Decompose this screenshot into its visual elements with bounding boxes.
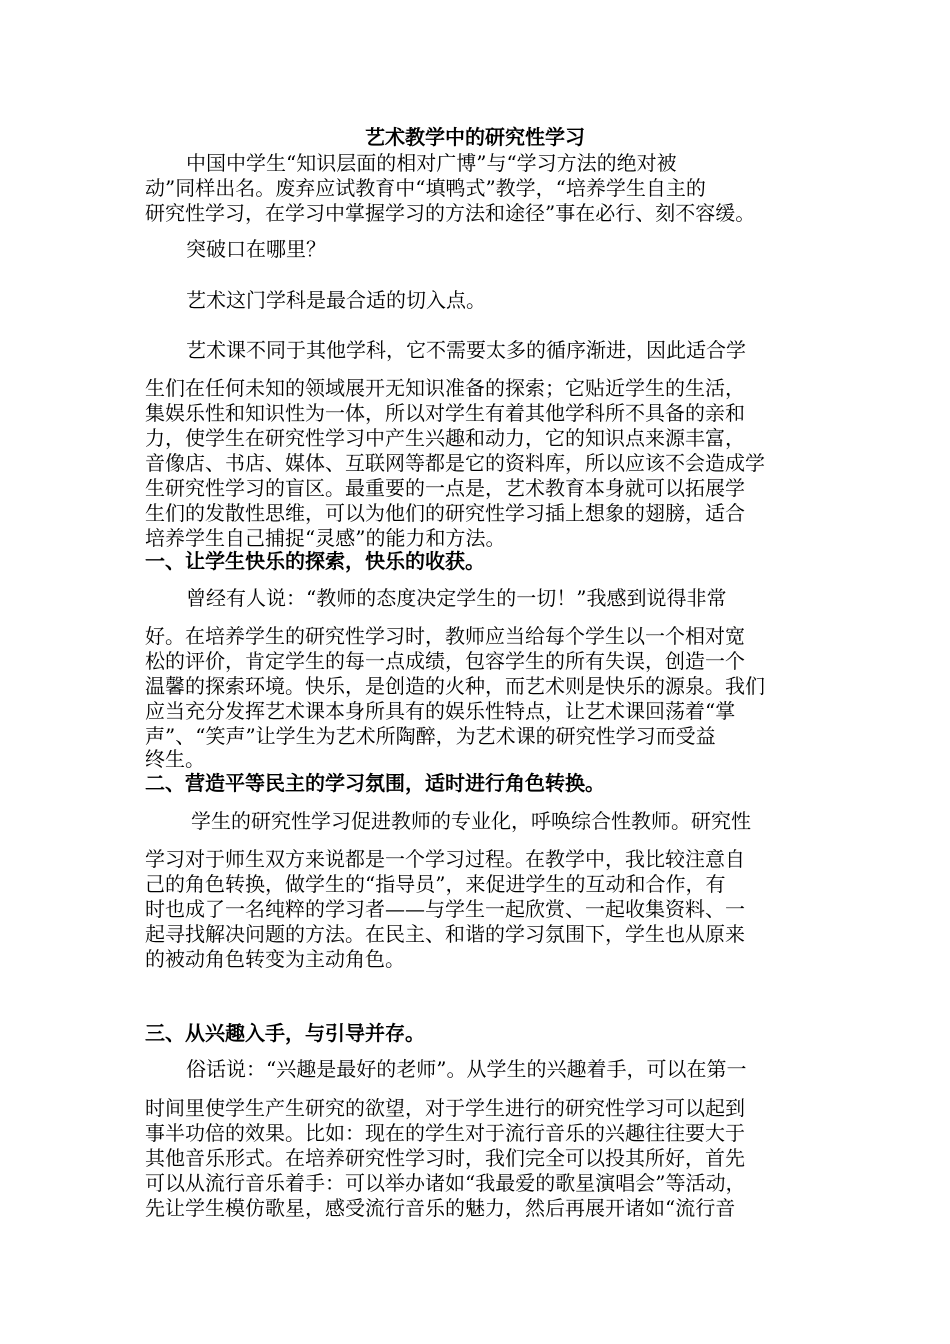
text-line: 音像店、书店、媒体、互联网等都是它的资料库，所以应该不会造成学 [145, 451, 765, 475]
text-line: 培养学生自己捕捉“灵感”的能力和方法。 [145, 526, 506, 550]
text-line: 终生。 [145, 747, 205, 771]
text-line: 艺术课不同于其他学科，它不需要太多的循序渐进，因此适合学 [186, 338, 746, 362]
text-line: 松的评价，肯定学生的每一点成绩，包容学生的所有失误，创造一个 [145, 649, 745, 673]
text-line: 好。在培养学生的研究性学习时，教师应当给每个学生以一个相对宽 [145, 624, 745, 648]
text-line: 己的角色转换，做学生的“指导员”，来促进学生的互动和合作，有 [145, 872, 726, 896]
text-line: 的被动角色转变为主动角色。 [145, 947, 405, 971]
text-line: 事半功倍的效果。比如：现在的学生对于流行音乐的兴趣往往要大于 [145, 1121, 745, 1145]
text-line: 时间里使学生产生研究的欲望，对于学生进行的研究性学习可以起到 [145, 1096, 745, 1120]
text-line: 声”、“笑声”让学生为艺术所陶醉，为艺术课的研究性学习而受益 [145, 724, 716, 748]
text-line: 突破口在哪里？ [186, 237, 326, 261]
text-line: 先让学生模仿歌星，感受流行音乐的魅力，然后再展开诸如“流行音 [145, 1196, 736, 1220]
section-heading: 二、营造平等民主的学习氛围，适时进行角色转换。 [145, 771, 605, 795]
text-line: 生们的发散性思维，可以为他们的研究性学习插上想象的翅膀，适合 [145, 501, 745, 525]
text-line: 温馨的探索环境。快乐，是创造的火种，而艺术则是快乐的源泉。我们 [145, 674, 765, 698]
text-line: 学习对于师生双方来说都是一个学习过程。在教学中，我比较注意自 [145, 847, 745, 871]
text-line: 艺术这门学科是最合适的切入点。 [186, 288, 486, 312]
text-line: 俗话说：“兴趣是最好的老师”。从学生的兴趣着手，可以在第一 [186, 1057, 747, 1081]
text-line: 起寻找解决问题的方法。在民主、和谐的学习氛围下，学生也从原来 [145, 922, 745, 946]
text-line: 可以从流行音乐着手：可以举办诸如“我最爱的歌星演唱会”等活动， [145, 1171, 746, 1195]
text-line: 学生的研究性学习促进教师的专业化，呼唤综合性教师。研究性 [191, 809, 751, 833]
section-heading: 一、让学生快乐的探索，快乐的收获。 [145, 549, 485, 573]
section-heading: 三、从兴趣入手，与引导并存。 [145, 1021, 425, 1045]
text-line: 时也成了一名纯粹的学习者——与学生一起欣赏、一起收集资料、一 [145, 897, 745, 921]
text-line: 其他音乐形式。在培养研究性学习时，我们完全可以投其所好，首先 [145, 1146, 745, 1170]
text-line: 研究性学习，在学习中掌握学习的方法和途径”事在必行、刻不容缓。 [145, 201, 756, 225]
text-line: 力，使学生在研究性学习中产生兴趣和动力，它的知识点来源丰富， [145, 426, 745, 450]
document-title: 艺术教学中的研究性学习 [365, 125, 585, 149]
text-line: 生研究性学习的盲区。最重要的一点是，艺术教育本身就可以拓展学 [145, 476, 745, 500]
text-line: 应当充分发挥艺术课本身所具有的娱乐性特点，让艺术课回荡着“掌 [145, 699, 736, 723]
text-line: 生们在任何未知的领域展开无知识准备的探索；它贴近学生的生活， [145, 376, 745, 400]
text-line: 动”同样出名。废弃应试教育中“填鸭式”教学，“培养学生自主的 [145, 176, 706, 200]
text-line: 曾经有人说：“教师的态度决定学生的一切！”我感到说得非常 [186, 586, 727, 610]
text-line: 集娱乐性和知识性为一体，所以对学生有着其他学科所不具备的亲和 [145, 401, 745, 425]
text-line: 中国中学生“知识层面的相对广博”与“学习方法的绝对被 [186, 151, 677, 175]
